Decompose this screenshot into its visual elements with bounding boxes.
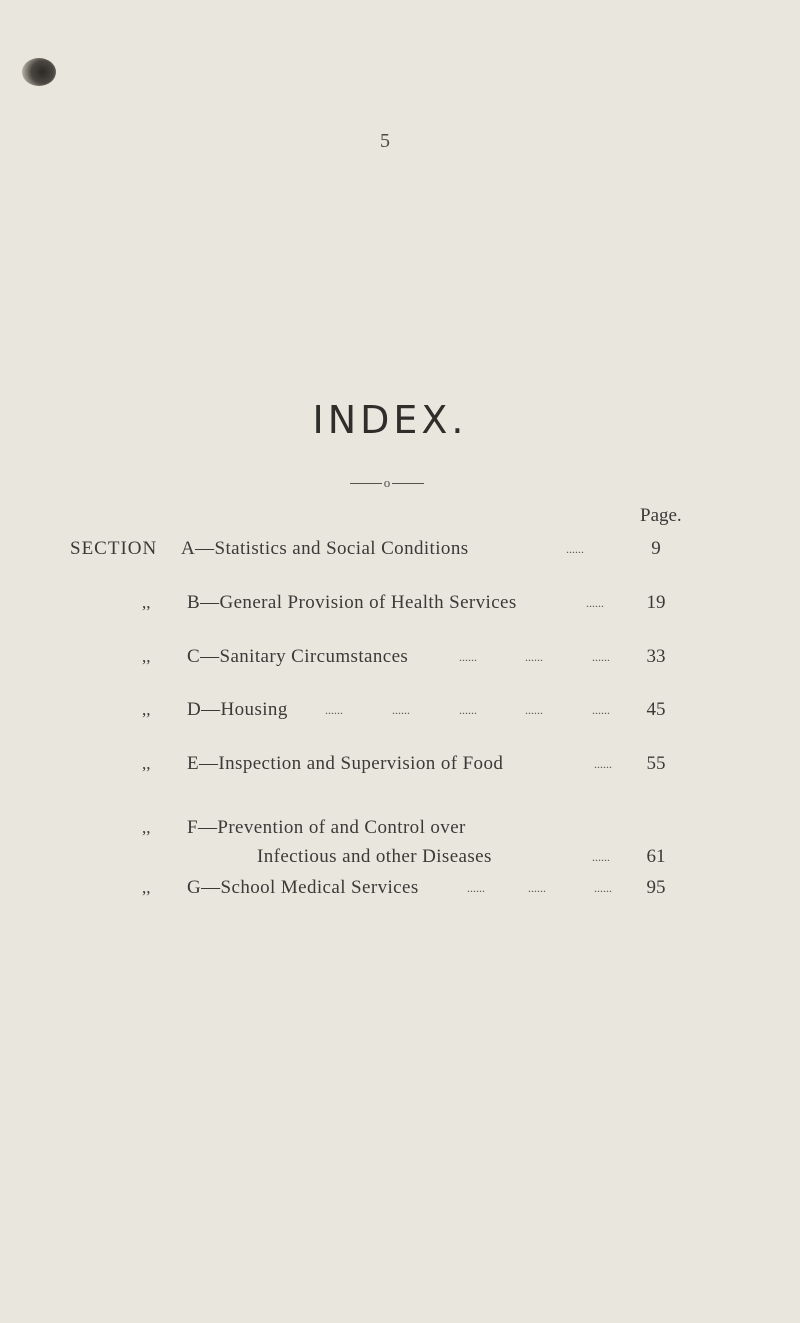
dot-leader: ...... [594,881,612,895]
ditto-mark: ,, [142,878,151,897]
ornament-rule-left [350,483,382,484]
dot-leader: ...... [525,650,543,664]
ditto-mark: ,, [142,593,151,612]
dot-leader: ...... [528,881,546,895]
dot-leader: ...... [325,703,343,717]
section-label: SECTION [70,538,158,559]
entry-page-number: 33 [646,646,666,667]
dot-leader: ...... [586,596,604,610]
entry-title: E—Inspection and Supervision of Food [187,753,504,774]
entry-page-number: 61 [646,846,666,867]
entry-title: F—Prevention of and Control over [187,817,466,838]
dot-leader: ...... [592,703,610,717]
dot-leader: ...... [566,542,584,556]
dot-leader: ...... [594,757,612,771]
dot-leader: ...... [592,850,610,864]
entry-title: C—Sanitary Circumstances [187,646,409,667]
ornament-circle: o [383,475,391,490]
entry-page-number: 19 [646,592,666,613]
ditto-mark: ,, [142,647,151,666]
page-column-header: Page. [640,505,682,526]
entry-page-number: 45 [646,699,666,720]
title-ornament [343,476,431,490]
page-number: 5 [380,130,390,152]
ditto-mark: ,, [142,754,151,773]
entry-page-number: 55 [646,753,666,774]
dot-leader: ...... [459,650,477,664]
ditto-mark: ,, [142,700,151,719]
page-title: INDEX. [312,398,468,442]
entry-page-number: 95 [646,877,666,898]
dot-leader: ...... [459,703,477,717]
entry-page-number: 9 [651,538,661,559]
ornament-rule-right [392,483,424,484]
entry-title-continued: Infectious and other Diseases [257,846,492,867]
entry-title: G—School Medical Services [187,877,419,898]
entry-title: B—General Provision of Health Services [187,592,517,613]
entry-title: D—Housing [187,699,288,720]
ditto-mark: ,, [142,818,151,837]
dot-leader: ...... [525,703,543,717]
dot-leader: ...... [467,881,485,895]
dot-leader: ...... [392,703,410,717]
punch-hole [22,58,56,86]
entry-title: A—Statistics and Social Conditions [181,538,469,559]
dot-leader: ...... [592,650,610,664]
